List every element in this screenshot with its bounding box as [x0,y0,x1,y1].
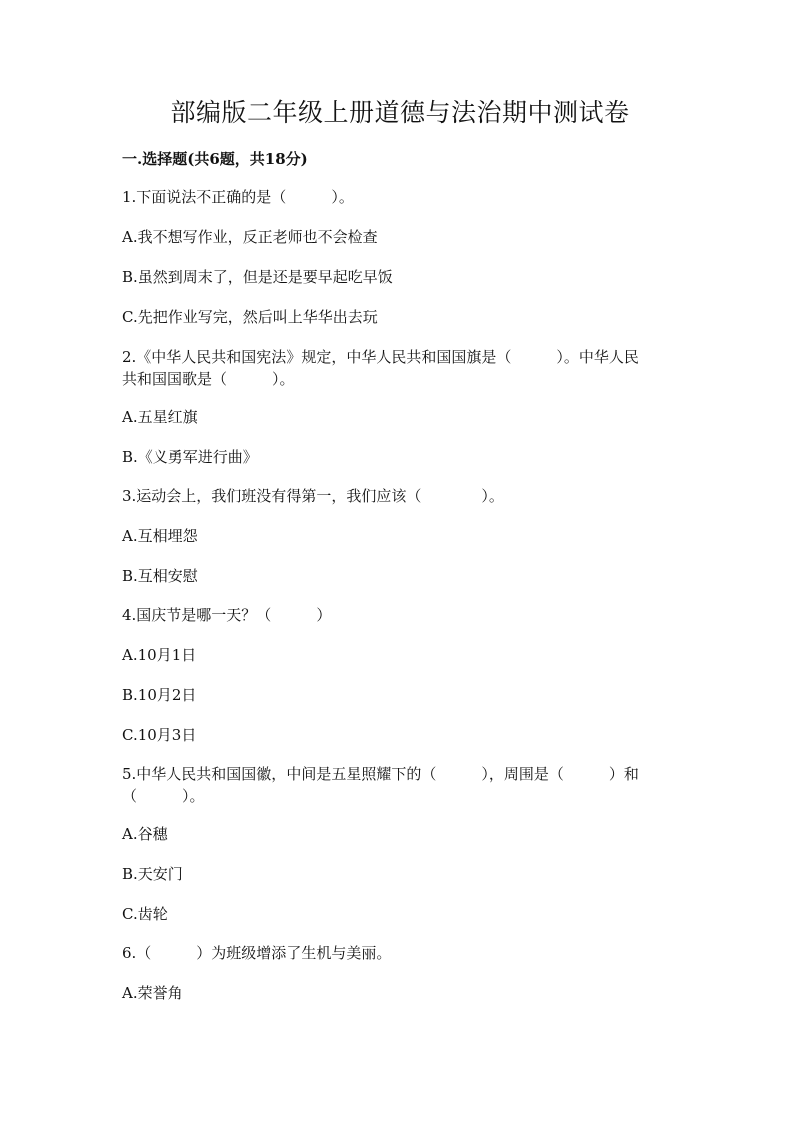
section-heading: 一.选择题(共6题，共18分) [122,150,308,168]
option-3a: A.互相埋怨 [122,527,198,545]
option-2b: B.《义勇军进行曲》 [122,448,258,466]
question-3: 3.运动会上，我们班没有得第一，我们应该（ ）。 [122,487,504,505]
option-2a: A.五星红旗 [122,408,198,426]
option-4c: C.10月3日 [122,726,197,744]
option-5c: C.齿轮 [122,905,168,923]
question-1: 1.下面说法不正确的是（ ）。 [122,188,354,206]
option-1a: A.我不想写作业，反正老师也不会检查 [122,228,378,246]
option-4b: B.10月2日 [122,686,197,704]
option-3b: B.互相安慰 [122,567,198,585]
question-2-line-2: 共和国国歌是（ ）。 [122,370,295,388]
page-title: 部编版二年级上册道德与法治期中测试卷 [170,98,630,127]
question-5-line-1: 5.中华人民共和国国徽，中间是五星照耀下的（ ），周围是（ ）和 [122,765,639,783]
option-6a: A.荣誉角 [122,984,183,1002]
option-4a: A.10月1日 [122,646,197,664]
option-5b: B.天安门 [122,865,183,883]
question-6: 6.（ ）为班级增添了生机与美丽。 [122,944,392,962]
option-1c: C.先把作业写完，然后叫上华华出去玩 [122,308,378,326]
option-1b: B.虽然到周末了，但是还是要早起吃早饭 [122,268,393,286]
question-4: 4.国庆节是哪一天？（ ） [122,606,332,624]
question-2-line-1: 2.《中华人民共和国宪法》规定，中华人民共和国国旗是（ ）。中华人民 [122,348,639,366]
option-5a: A.谷穗 [122,825,168,843]
question-5-line-2: （ ）。 [122,787,205,805]
